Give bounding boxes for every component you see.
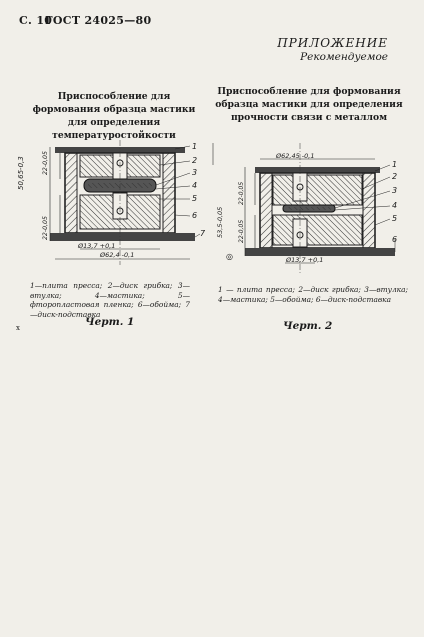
- fig2-dim-bottom-gap: 22-0,05: [238, 219, 245, 243]
- figure1-caption: Черт. 1: [85, 316, 135, 328]
- fig2-dim-top-gap: 22-0,05: [238, 181, 245, 205]
- fig1-callout-4: 4: [192, 181, 198, 190]
- top-insert: [273, 175, 362, 205]
- figure2-caption: Черт. 2: [283, 320, 333, 332]
- standard-number: ГОСТ 24025—80: [45, 14, 152, 27]
- fig1-callout-5: 5: [192, 194, 198, 203]
- fig2-callout-6: 6: [392, 235, 398, 244]
- figure1-title: Приспособление для формования образца мастики для определения температуростойкости: [32, 91, 196, 141]
- fig2-callout-5: 5: [392, 214, 398, 223]
- appendix-heading: [277, 36, 388, 63]
- fig1-callout-7: 7: [200, 229, 206, 238]
- fig1-callout-6: 6: [192, 211, 198, 220]
- fig1-dim-top-gap: 22-0,05: [42, 151, 49, 175]
- stamp-mark: ◎: [226, 252, 233, 261]
- fig2-callout-3: 3: [392, 186, 398, 195]
- base-disc: [245, 248, 395, 256]
- margin-mark: x: [16, 324, 20, 332]
- fig2-dim-inner-diameter: Ø13,7 +0,1: [286, 256, 324, 264]
- fig2-callout-4: 4: [392, 201, 398, 210]
- fig1-dim-bottom-gap: 22-0,05: [42, 216, 49, 240]
- base-disc: [50, 233, 195, 241]
- appendix-subtitle: Рекомендуемое: [300, 51, 388, 63]
- page-number: С. 10: [19, 14, 53, 27]
- bottom-insert: [273, 215, 362, 245]
- press-plate-top: [255, 167, 380, 173]
- fig2-callout-2: 2: [392, 172, 398, 181]
- fig1-callout-3: 3: [192, 168, 198, 177]
- fig2-dim-top-diameter: Ø62,45 -0,1: [276, 152, 315, 160]
- fig1-dim-base-diameter: Ø62,4 -0,1: [100, 251, 135, 259]
- fig2-dim-overall: 53,5-0,05: [216, 206, 224, 238]
- appendix-title: ПРИЛОЖЕНИЕ: [277, 36, 388, 50]
- fig2-callout-1: 1: [392, 160, 398, 169]
- figure1-legend: 1—плита пресса; 2—диск грибка; 3—втулка; 4—мастика; 5—фторопластовая пленка; 6—обойма; 7—диск-подставка: [30, 281, 190, 319]
- figure2-legend: 1 — плита пресса; 2—диск грибка; 3—втулка; 4—мастика; 5—обойма; 6—диск-подставка: [218, 285, 408, 304]
- fig1-callout-1: 1: [192, 142, 198, 151]
- figure2-title: Приспособление для формования образца мастики для определения прочности связи с металлом: [215, 86, 403, 123]
- fig1-callout-2: 2: [192, 156, 198, 165]
- fig1-dim-inner-diameter: Ø13,7 +0,1: [78, 242, 116, 250]
- fig1-dim-overall: 50,65-0,3: [17, 156, 25, 190]
